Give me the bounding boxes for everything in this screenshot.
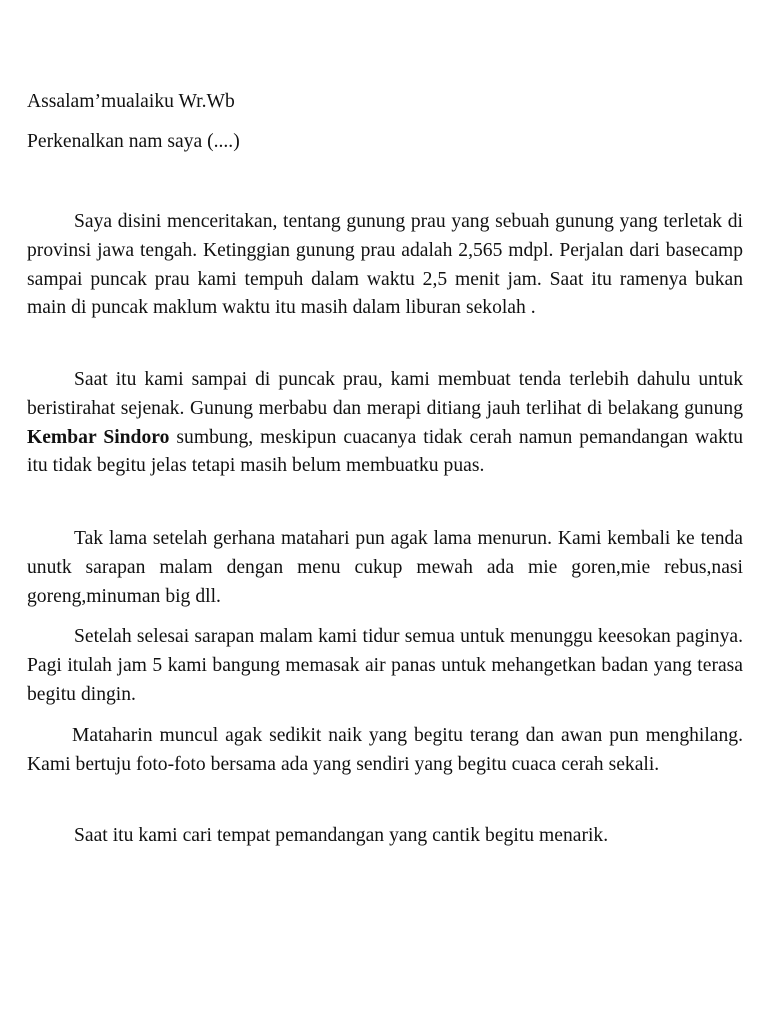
paragraph-2-text-after: sumbung, meskipun cuacanya tidak cerah namun pemandangan waktu itu tidak begitu jelas tetapi masih belum membuatku puas. [27, 426, 743, 477]
greeting-line: Assalam’mualaiku Wr.Wb [27, 91, 235, 112]
paragraph-2-text-before: Saat itu kami sampai di puncak prau, kami membuat tenda terlebih dahulu untuk beristirahat sejenak. Gunung merbabu dan merapi ditiang jauh terlihat di belakang gunung [27, 369, 743, 419]
paragraph-3: Tak lama setelah gerhana matahari pun agak lama menurun. Kami kembali ke tenda unutk sarapan malam dengan menu cukup mewah ada mie goren,mie rebus,nasi goreng,minuman big dll. [27, 528, 743, 607]
intro-line: Perkenalkan nam saya (....) [27, 131, 240, 152]
paragraph-1: Saya disini menceritakan, tentang gunung prau yang sebuah gunung yang terletak di provinsi jawa tengah. Ketinggian gunung prau adalah 2,565 mdpl. Perjalan dari basecamp sampai puncak prau kami tempuh dalam waktu 2,5 menit jam. Saat itu ramenya bukan main di puncak maklum waktu itu masih dalam liburan sekolah . [27, 211, 743, 319]
paragraph-2-bold-phrase: Kembar Sindoro [27, 426, 170, 448]
paragraph-4: Setelah selesai sarapan malam kami tidur semua untuk menunggu keesokan paginya. Pagi itulah jam 5 kami bangung memasak air panas untuk mehangetkan badan yang terasa begitu dingin. [27, 626, 743, 705]
paragraph-6: Saat itu kami cari tempat pemandangan yang cantik begitu menarik. [74, 825, 609, 846]
paragraph-2 [27, 366, 743, 481]
paragraph-5: Mataharin muncul agak sedikit naik yang begitu terang dan awan pun menghilang. Kami bertuju foto-foto bersama ada yang sendiri yang begitu cuaca cerah sekali. [27, 725, 743, 775]
